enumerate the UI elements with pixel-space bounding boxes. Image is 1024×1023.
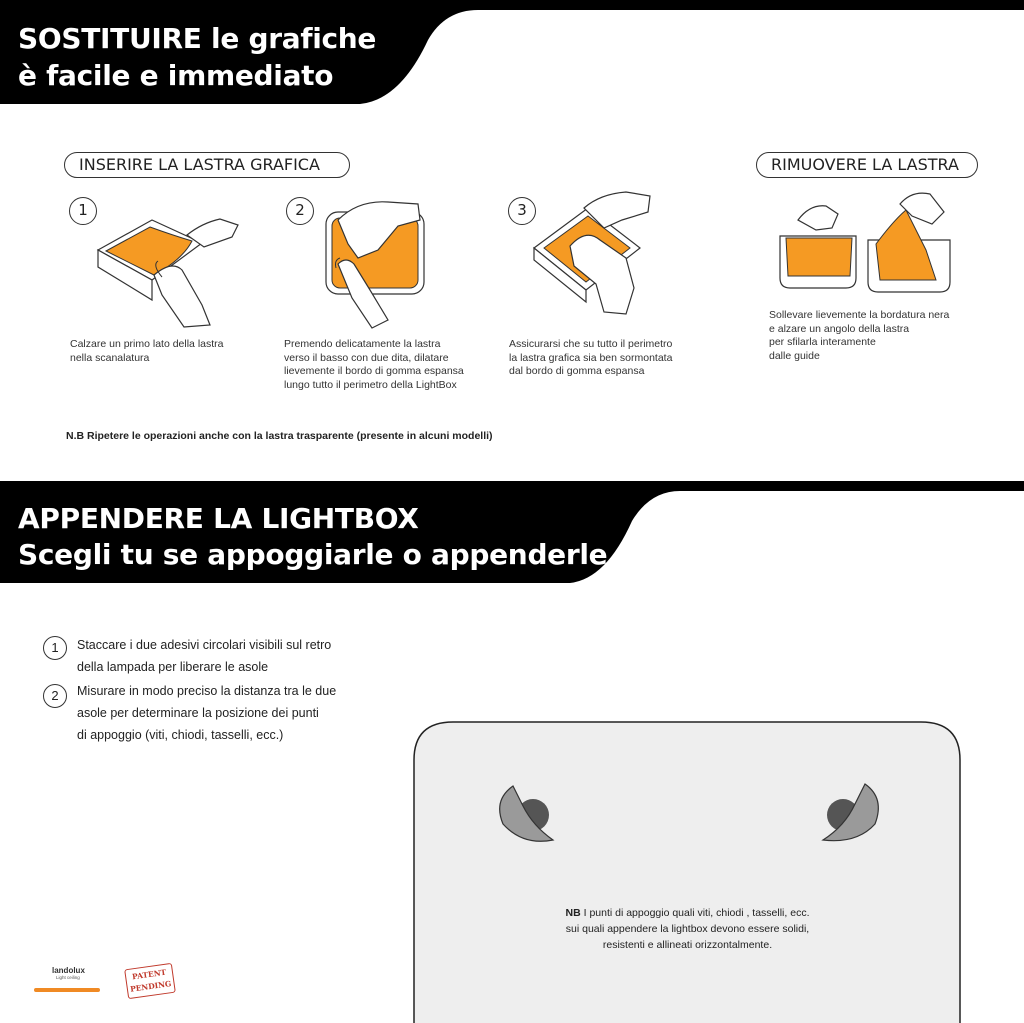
hang-step2-text: Misurare in modo preciso la distanza tra le due asole per determinare la posizione dei punti di appoggio (viti, chiodi, tasselli, ecc.) [77, 684, 337, 742]
insert-section-label: INSERIRE LA LASTRA GRAFICA [64, 152, 350, 178]
hanging-note [520, 905, 855, 953]
remove-description: Sollevare lievemente la bordatura nera e alzare un angolo della lastra per sfilarla interamente dalle guide [769, 309, 950, 362]
hang-step-number-1: 1 [43, 636, 67, 660]
step1-illustration [92, 205, 252, 330]
step-number-1: 1 [69, 197, 97, 225]
patent-line1: PATENT [131, 967, 167, 982]
graphics-note: N.B Ripetere le operazioni anche con la lastra trasparente (presente in alcuni modelli) [66, 430, 493, 442]
logo-name: landolux [52, 966, 85, 975]
banner-title-line1: APPENDERE LA LIGHTBOX [18, 502, 419, 535]
banner-title [18, 20, 376, 94]
step2-illustration [318, 190, 488, 330]
hanging-note-text: I punti di appoggio quali viti, chiodi , tasselli, ecc. sui quali appendere la lightbox devono essere solidi, resistenti e allineati orizzontalmente. [565, 907, 810, 951]
banner-title [18, 501, 607, 573]
step-number-2: 2 [286, 197, 314, 225]
remove-illustration [776, 190, 976, 305]
banner-title-line2: è facile e immediato [18, 59, 334, 92]
header-banner-hanging [0, 481, 1024, 586]
logo-bar [34, 988, 100, 992]
patent-pending-stamp [124, 963, 176, 999]
lightbox-back-panel [413, 720, 961, 1023]
logo-tagline: Light ceiling [56, 975, 80, 980]
step3-illustration [530, 188, 670, 323]
hang-step1-text: Staccare i due adesivi circolari visibili sul retro della lampada per liberare le asole [77, 638, 332, 674]
header-banner-graphics [0, 0, 1024, 110]
patent-line2: PENDING [129, 979, 172, 994]
step3-description: Assicurarsi che su tutto il perimetro la lastra grafica sia ben sormontata dal bordo di gomma espansa [509, 338, 673, 377]
step2-description: Premendo delicatamente la lastra verso il basso con due dita, dilatare lievemente il bordo di gomma espansa lungo tutto il perimetro della LightBox [284, 338, 464, 391]
landolux-logo [34, 966, 106, 996]
hang-step-number-2: 2 [43, 684, 67, 708]
banner-title-line2: Scegli tu se appoggiarle o appenderle [18, 538, 608, 571]
hanging-note-nb: NB [565, 907, 581, 919]
remove-section-label: RIMUOVERE LA LASTRA [756, 152, 978, 178]
step1-description: Calzare un primo lato della lastra nella scanalatura [70, 338, 224, 364]
banner-title-line1: SOSTITUIRE le grafiche [18, 22, 377, 55]
step-number-3: 3 [508, 197, 536, 225]
